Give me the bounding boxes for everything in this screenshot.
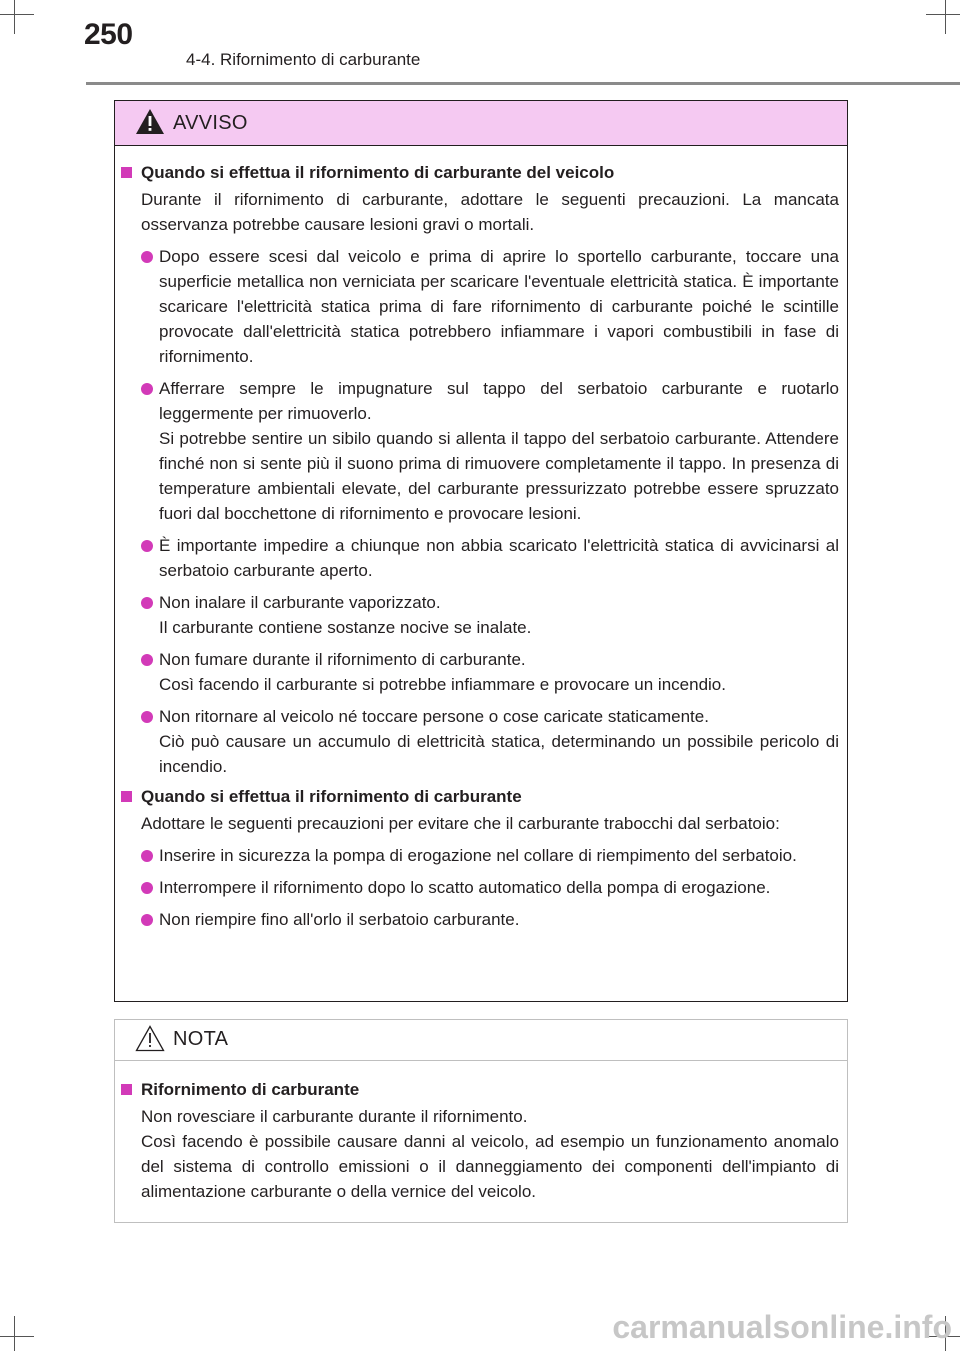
crop-mark xyxy=(0,14,34,15)
section-title: Quando si effettua il rifornimento di carburante del veicolo xyxy=(121,161,839,185)
section-text: Non rovesciare il carburante durante il rifornimento. Così facendo è possibile causare danni al veicolo, ad esempio un funzionamento anomalo del sistema di controllo emissioni o il danneggiamento dei componenti dell'impianto di alimentazione carburante o della vernice del veicolo. xyxy=(141,1107,839,1201)
crop-mark xyxy=(0,1336,34,1337)
round-bullet-icon xyxy=(141,882,153,894)
list-item: Dopo essere scesi dal veicolo e prima di aprire lo sportello carburante, toccare una superficie metallica non verniciata per scaricare l'eventuale elettricità statica. È importante scaricare l'elettricità statica prima di fare rifornimento di carburante poiché le scintille provocate dall'elettricità statica potrebbero infiammare i vapori combustibili in fase di rifornimento. xyxy=(141,244,839,369)
round-bullet-icon xyxy=(141,850,153,862)
watermark-text: carmanualsonline.info xyxy=(612,1309,952,1345)
crop-mark xyxy=(926,1336,960,1337)
crop-mark xyxy=(926,14,960,15)
list-item: Afferrare sempre le impugnature sul tappo del serbatoio carburante e ruotarlo leggermente per rimuoverlo. Si potrebbe sentire un sibilo quando si allenta il tappo del serbatoio carburante. Attendere finché non si sente più il suono prima di rimuovere completamente il tappo. In presenza di temperature ambientali elevate, del carburante pressurizzato potrebbe essere spruzzato fuori dal bocchettone di rifornimento e provocare lesioni. xyxy=(141,376,839,526)
list-item: Non fumare durante il rifornimento di carburante. Così facendo il carburante si potrebbe infiammare e provocare un incendio. xyxy=(141,647,839,697)
list-item: È importante impedire a chiunque non abbia scaricato l'elettricità statica di avvicinarsi al serbatoio carburante aperto. xyxy=(141,533,839,583)
round-bullet-icon xyxy=(141,383,153,395)
square-bullet-icon xyxy=(121,1084,132,1095)
warning-triangle-icon xyxy=(135,108,165,135)
list-item: Inserire in sicurezza la pompa di erogazione nel collare di riempimento del serbatoio. xyxy=(141,843,839,868)
square-bullet-icon xyxy=(121,791,132,802)
note-header xyxy=(115,1020,847,1061)
section-intro: Adottare le seguenti precauzioni per evitare che il carburante trabocchi dal serbatoio: xyxy=(141,814,780,833)
list-item: Non inalare il carburante vaporizzato. Il carburante contiene sostanze nocive se inalate. xyxy=(141,590,839,640)
list-item: Interrompere il rifornimento dopo lo scatto automatico della pompa di erogazione. xyxy=(141,875,839,900)
warning-box xyxy=(114,100,848,1002)
crop-mark xyxy=(945,1316,946,1351)
note-box xyxy=(114,1019,848,1223)
round-bullet-icon xyxy=(141,654,153,666)
header-divider xyxy=(86,82,960,85)
note-label: NOTA xyxy=(173,1028,229,1050)
chapter-title: 4-4. Rifornimento di carburante xyxy=(186,50,421,69)
warning-label: AVVISO xyxy=(173,112,248,134)
list-item: Non ritornare al veicolo né toccare persone o cose caricate staticamente. Ciò può causare un accumulo di elettricità statica, determinando un possibile pericolo di incendio. xyxy=(141,704,839,779)
note-body xyxy=(115,1061,847,1204)
square-bullet-icon xyxy=(121,167,132,178)
section-title: Quando si effettua il rifornimento di carburante xyxy=(121,785,839,809)
caution-triangle-outline-icon xyxy=(135,1025,165,1052)
crop-mark xyxy=(14,1316,15,1351)
round-bullet-icon xyxy=(141,540,153,552)
round-bullet-icon xyxy=(141,251,153,263)
section-intro: Durante il rifornimento di carburante, adottare le seguenti precauzioni. La mancata osservanza potrebbe causare lesioni gravi o mortali. xyxy=(141,190,839,234)
page-number: 250 xyxy=(84,18,133,51)
warning-body xyxy=(115,146,847,932)
crop-mark xyxy=(945,0,946,34)
round-bullet-icon xyxy=(141,711,153,723)
round-bullet-icon xyxy=(141,597,153,609)
round-bullet-icon xyxy=(141,914,153,926)
list-item: Non riempire fino all'orlo il serbatoio carburante. xyxy=(141,907,839,932)
crop-mark xyxy=(14,0,15,34)
section-title: Rifornimento di carburante xyxy=(121,1078,839,1102)
warning-header xyxy=(115,101,847,146)
